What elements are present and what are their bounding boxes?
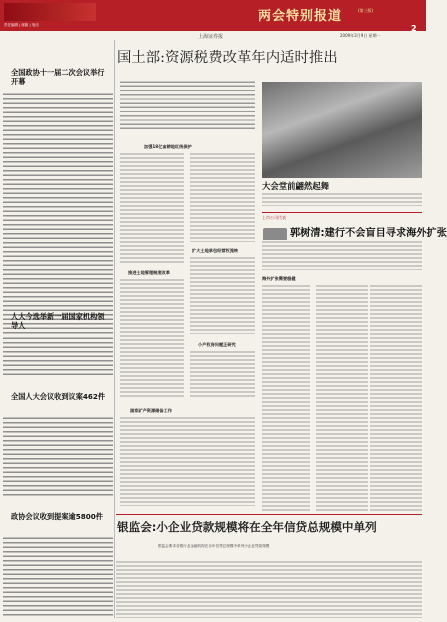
main-headline: 国土部:资源税费改革年内适时推出 — [117, 50, 338, 66]
main-intro — [120, 80, 255, 130]
bottom-kicker: 银监会要求各银行业金融机构在全年信贷总规模中单列小企业贷款规模 — [158, 544, 270, 548]
flag-image — [4, 3, 96, 21]
story-lede — [262, 240, 422, 270]
left-body-2 — [3, 336, 113, 376]
left-body-1 — [3, 92, 113, 342]
body-col-2 — [120, 278, 184, 398]
body-col-5 — [190, 350, 255, 398]
left-headline-2: 人大今选举新一届国家机构领导人 — [11, 312, 105, 330]
story-col-1 — [262, 284, 310, 512]
body-col-6 — [120, 416, 255, 506]
left-headline-3: 全国人大会议收到议案462件 — [11, 392, 106, 401]
section-heading-1: 加强18亿亩耕地红线保护 — [144, 144, 192, 149]
paper-name: 上海证券报 — [198, 34, 224, 40]
section-heading-5: 国家矿产资源储备工作 — [130, 408, 172, 413]
section-heading-3: 扩大土地承包经营权流转 — [192, 248, 239, 253]
left-body-4 — [3, 536, 113, 616]
red-divider — [262, 212, 422, 213]
story-title: 郭树清:建行不会盲目寻求海外扩张 — [290, 228, 447, 239]
left-headline-4: 政协会议收到提案逾5800件 — [11, 512, 103, 521]
issue-date: 2009年3月9日 星期一 — [340, 33, 381, 38]
body-col-4 — [190, 256, 255, 334]
photo — [262, 82, 422, 178]
left-body-3 — [3, 416, 113, 496]
section-heading-2: 推进土地管理制度改革 — [128, 270, 170, 275]
story-col-3 — [370, 284, 422, 512]
bottom-divider — [116, 514, 422, 515]
left-column — [3, 40, 113, 616]
story-section-1: 海外扩张需要稳健 — [262, 276, 296, 281]
section-subtitle: (第三版) — [358, 8, 374, 13]
story-kicker: 上市公司代表 — [262, 215, 286, 220]
header-info: 责任编辑 | 邮箱 | 电话 — [4, 23, 39, 27]
left-headline-1: 全国政协十一届二次会议举行开幕 — [11, 68, 105, 86]
photo-description — [262, 192, 422, 206]
story-col-2 — [316, 284, 368, 512]
section-title: 两会特别报道 — [258, 9, 343, 24]
body-col-1 — [120, 152, 184, 264]
page-number: 2 — [411, 24, 417, 33]
body-col-3 — [190, 152, 255, 242]
section-heading-4: 小产权房问题正研究 — [198, 342, 236, 347]
column-divider — [114, 40, 115, 618]
photo-caption: 大会堂前翩然起舞 — [262, 181, 329, 191]
bottom-body — [116, 560, 422, 618]
bottom-headline: 银监会:小企业贷款规模将在全年信贷总规模中单列 — [117, 520, 377, 534]
